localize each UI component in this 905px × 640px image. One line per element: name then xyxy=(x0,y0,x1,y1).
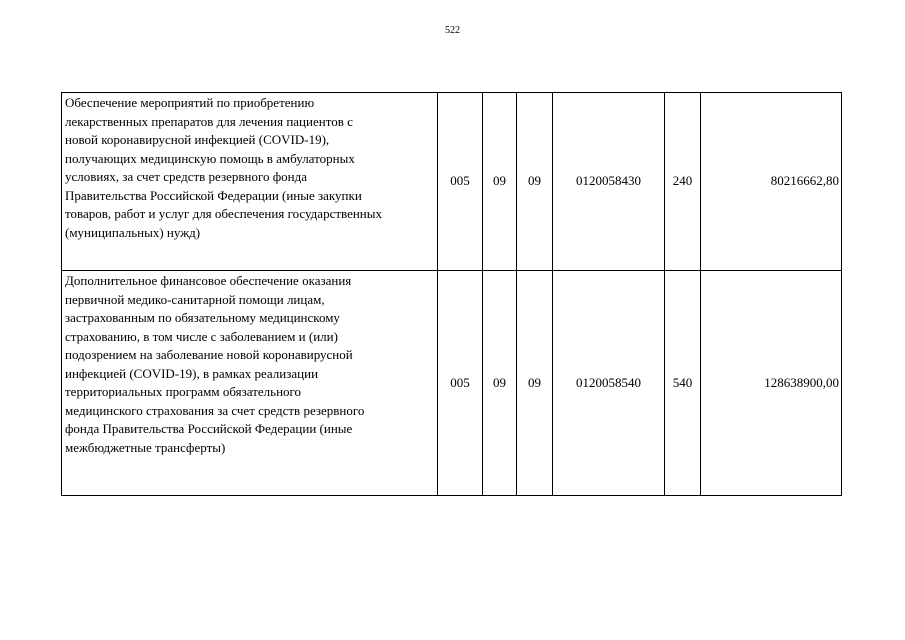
expense-type-cell: 240 xyxy=(665,93,701,271)
description-line: территориальных программ обязательного xyxy=(65,384,302,399)
description-line: фонда Правительства Российской Федерации (иные xyxy=(65,421,353,436)
table-row xyxy=(62,93,842,271)
expense-type-cell: 540 xyxy=(665,271,701,496)
description-line: страхованию, в том числе с заболеванием и (или) xyxy=(65,328,338,344)
description-line: Правительства Российской Федерации (иные закупки xyxy=(65,187,362,203)
amount-cell: 80216662,80 xyxy=(701,93,842,271)
description-line: инфекцией (COVID-19), в рамках реализации xyxy=(65,365,319,381)
target-article-cell: 0120058540 xyxy=(553,271,665,496)
target-article-cell: 0120058430 xyxy=(553,93,665,271)
section-code-cell: 09 xyxy=(483,271,517,496)
table-row xyxy=(62,271,842,496)
subsection-code-cell: 09 xyxy=(517,271,553,496)
section-code-cell: 09 xyxy=(483,93,517,271)
amount-cell: 128638900,00 xyxy=(701,271,842,496)
description-line: медицинского страхования за счет средств резервного xyxy=(65,402,365,418)
description-line: лекарственных препаратов для лечения пациентов с xyxy=(65,113,353,129)
description-line: (муниципальных) нужд) xyxy=(65,224,201,240)
description-line: Дополнительное финансовое обеспечение оказания xyxy=(65,273,352,288)
description-line: условиях, за счет средств резервного фонда xyxy=(65,169,308,184)
ministry-code-cell: 005 xyxy=(438,93,483,271)
description-line: новой коронавирусной инфекцией (COVID-19), xyxy=(65,132,330,147)
ministry-code-cell: 005 xyxy=(438,271,483,496)
description-line: получающих медицинскую помощь в амбулаторных xyxy=(65,150,355,166)
description-line: межбюджетные трансферты) xyxy=(65,439,226,455)
description-line: Обеспечение мероприятий по приобретению xyxy=(65,95,315,110)
subsection-code-cell: 09 xyxy=(517,93,553,271)
description-line: товаров, работ и услуг для обеспечения государственных xyxy=(65,206,382,221)
description-line: застрахованным по обязательному медицинскому xyxy=(65,310,340,325)
page-number: 522 xyxy=(445,25,460,36)
description-line: первичной медико-санитарной помощи лицам, xyxy=(65,291,325,307)
budget-table xyxy=(61,92,842,496)
description-line: подозрением на заболевание новой коронавирусной xyxy=(65,347,353,362)
row-description xyxy=(62,93,438,271)
row-description xyxy=(62,271,438,496)
